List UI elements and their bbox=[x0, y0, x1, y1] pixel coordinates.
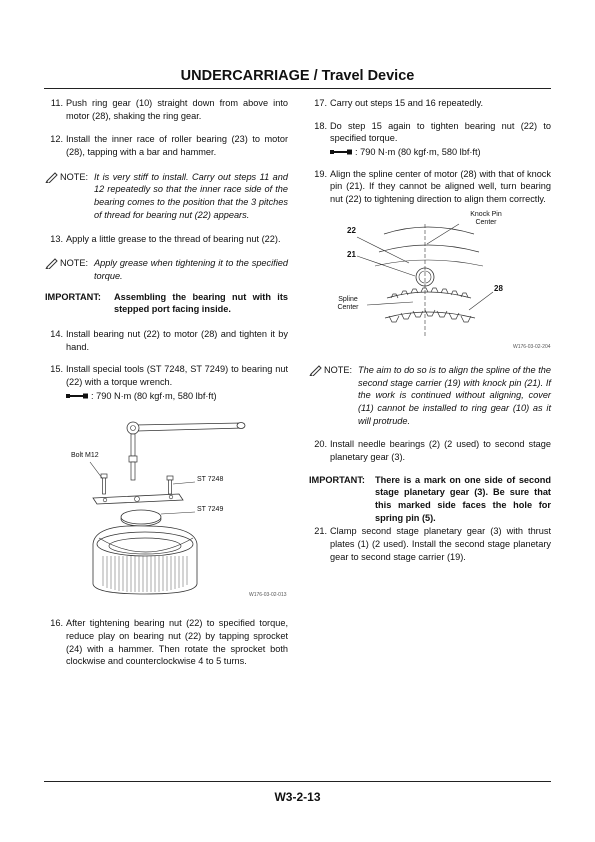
step-number: 16. bbox=[50, 618, 63, 629]
torque-spec bbox=[45, 390, 288, 403]
torque-wrench-icon bbox=[330, 148, 352, 156]
step-text: Install special tools (ST 7248, ST 7249) to bearing nut (22) with a torque wrench. bbox=[66, 364, 288, 387]
figure-spline-alignment bbox=[309, 206, 551, 356]
step-14 bbox=[45, 328, 288, 353]
torque-spec bbox=[309, 146, 551, 159]
step-number: 18. bbox=[314, 120, 327, 131]
step-16 bbox=[45, 617, 288, 668]
pencil-note-icon bbox=[309, 364, 323, 376]
important-label: IMPORTANT: bbox=[45, 291, 101, 302]
note-label: NOTE: bbox=[60, 258, 89, 269]
step-number: 11. bbox=[50, 98, 63, 108]
step-15 bbox=[45, 363, 288, 388]
label-st7249: ST 7249 bbox=[197, 506, 224, 514]
label-st7248: ST 7248 bbox=[197, 476, 224, 484]
step-19 bbox=[309, 168, 551, 206]
note-text: The aim to do so is to align the spline of the the second stage carrier (19) with knock pin (21). If the work is continued without aligning, cover (11) cannot be installed to ring gear (10) as it will protrude. bbox=[358, 364, 551, 426]
step-18 bbox=[309, 120, 551, 145]
figure-id: W176-03-02-204 bbox=[513, 343, 551, 350]
step-21 bbox=[309, 525, 551, 563]
header-rule bbox=[44, 88, 551, 89]
label-knock-pin-center: Knock Pin Center bbox=[470, 210, 502, 227]
torque-value: : 790 N·m (80 kgf·m, 580 lbf·ft) bbox=[91, 390, 217, 401]
step-text: Apply a little grease to the thread of bearing nut (22). bbox=[66, 233, 281, 244]
note-label: NOTE: bbox=[60, 171, 89, 182]
important-text: There is a mark on one side of second stage planetary gear (3). Be sure that this marked side faces the hole for spring pin (5). bbox=[375, 474, 551, 523]
note-2 bbox=[45, 257, 288, 282]
important-1 bbox=[45, 291, 288, 316]
pencil-note-icon bbox=[45, 171, 59, 183]
torque-wrench-icon bbox=[66, 392, 88, 400]
step-text: Align the spline center of motor (28) with that of knock pin (21). If they cannot be aligned well, turn bearing nut (22) to tightening direction to align them correctly. bbox=[330, 168, 551, 205]
step-11 bbox=[45, 97, 288, 122]
step-text: Do step 15 again to tighten bearing nut (22) to specified torque. bbox=[330, 120, 551, 144]
special-tools-illustration bbox=[45, 416, 288, 604]
step-text: Install needle bearings (2) (2 used) to second stage planetary gear (3). bbox=[330, 439, 551, 462]
step-17 bbox=[309, 97, 551, 110]
label-21: 21 bbox=[347, 249, 356, 259]
step-text: Push ring gear (10) straight down from above into motor (28), shaking the ring gear. bbox=[66, 98, 288, 121]
step-12 bbox=[45, 133, 288, 158]
step-number: 19. bbox=[314, 168, 327, 179]
footer-rule bbox=[44, 781, 551, 782]
page-number: W3-2-13 bbox=[274, 790, 321, 804]
important-2 bbox=[309, 474, 551, 525]
step-number: 13. bbox=[50, 233, 63, 244]
page-title: UNDERCARRIAGE / Travel Device bbox=[180, 68, 415, 84]
label-28: 28 bbox=[494, 283, 503, 293]
step-number: 20. bbox=[314, 439, 327, 450]
label-bolt-m12: Bolt M12 bbox=[71, 452, 99, 460]
note-label: NOTE: bbox=[324, 364, 353, 375]
step-text: Clamp second stage planetary gear (3) with thrust plates (1) (2 used). Install the second stage planetary gear to second stage carrier (19). bbox=[330, 526, 551, 562]
important-text: Assembling the bearing nut with its stepped port facing inside. bbox=[114, 291, 288, 315]
step-text: Carry out steps 15 and 16 repeatedly. bbox=[330, 98, 484, 108]
step-13 bbox=[45, 233, 288, 246]
note-text: It is very stiff to install. Carry out steps 11 and 12 repeatedly so that the inner race side of the bearing comes to the position that the 3 pitches of thread for bearing nut (22) appears. bbox=[94, 171, 288, 220]
label-spline-center: Spline Center bbox=[337, 295, 359, 312]
right-column bbox=[309, 97, 551, 563]
step-text: Install bearing nut (22) to motor (28) and tighten it by hand. bbox=[66, 328, 288, 352]
step-number: 21. bbox=[314, 526, 327, 537]
torque-value: : 790 N·m (80 kgf·m, 580 lbf·ft) bbox=[355, 147, 481, 158]
note-text: Apply grease when tightening it to the specified torque. bbox=[94, 258, 288, 281]
important-label: IMPORTANT: bbox=[309, 474, 365, 485]
figure-special-tools bbox=[45, 416, 288, 604]
note-3 bbox=[309, 364, 551, 427]
note-1 bbox=[45, 171, 288, 222]
step-text: After tightening bearing nut (22) to specified torque, reduce play on bearing nut (22) by tapping sprocket (24) with a hammer. Then rotate the sprocket both clockwise and counterclockwise 4 to 5 turns. bbox=[66, 618, 288, 667]
step-number: 15. bbox=[50, 364, 63, 375]
step-20 bbox=[309, 438, 551, 463]
step-number: 12. bbox=[50, 134, 63, 145]
figure-id: W176-03-02-013 bbox=[249, 592, 287, 599]
step-number: 14. bbox=[50, 328, 63, 339]
label-22: 22 bbox=[347, 225, 356, 235]
step-number: 17. bbox=[314, 98, 327, 108]
pencil-note-icon bbox=[45, 257, 59, 269]
left-column bbox=[45, 97, 288, 668]
step-text: Install the inner race of roller bearing (23) to motor (28), tapping with a bar and hammer. bbox=[66, 134, 288, 158]
spline-alignment-illustration bbox=[309, 206, 551, 356]
